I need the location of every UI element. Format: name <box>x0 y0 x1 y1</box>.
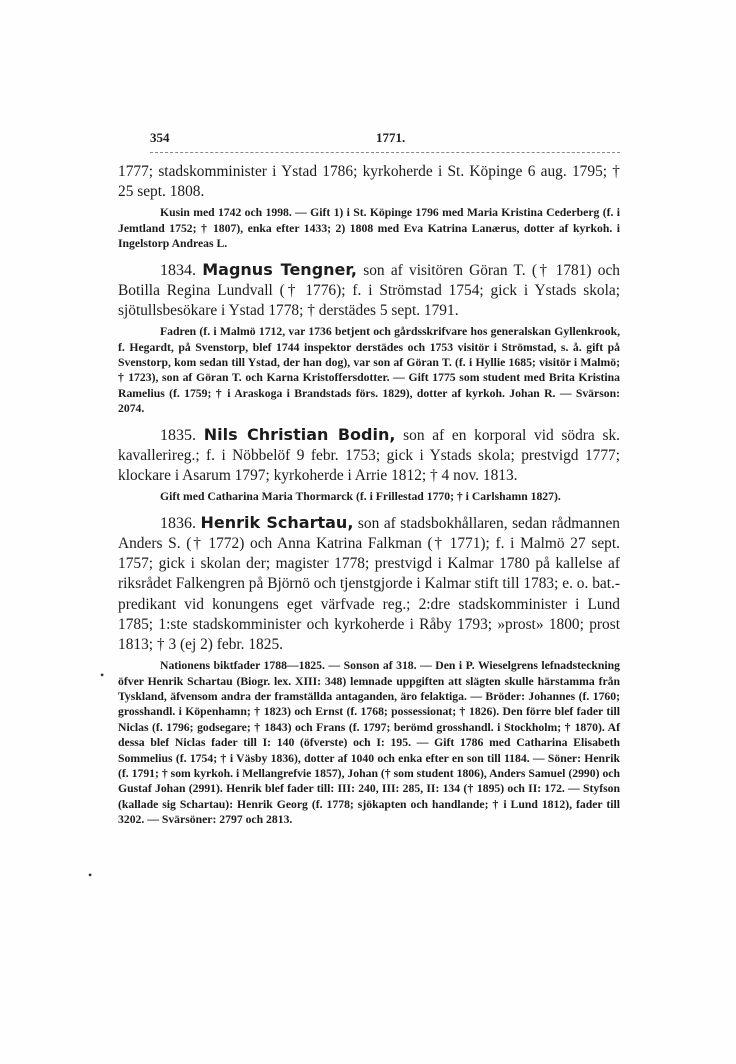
entry-text: son af stadsbokhållaren, sedan rådmannen Anders S. († 1772) och Anna Katrina Falkman († 1771); f. i Malmö 27 sept. 1757; gick i skolan der; magister 1778; prestvigd i Kalmar 1780 på kallelse af riksrådet Falkengren på Björnö och tjenstgjorde i Kalmar stift till 1783; e. o. bat.-predikant vid konungens eget värfvade reg.; 2:dre stadskomminister i Lund 1785; 1:ste stadskomminister och kyrkoherde i Råby 1793; »prost» 1800; prost 1813; † 3 (ej 2) febr. 1825. <box>118 514 620 653</box>
entry-1835 <box>118 425 620 487</box>
entry-number: 1836. <box>160 514 196 532</box>
header-rule <box>150 152 620 153</box>
entry-note: Kusin med 1742 och 1998. — Gift 1) i St. Köpinge 1796 med Maria Kristina Cederberg (f. i Jemtland 1752; † 1807), enka efter 1433; 2) 1808 med Eva Katrina Lanærus, dotter af kyrkoh. i Ingelstorp Andreas L. <box>118 206 620 251</box>
person-name: Henrik Schartau, <box>200 512 354 532</box>
entry-note: Gift med Catharina Maria Thormarck (f. i Frillestad 1770; † i Carlshamn 1827). <box>160 490 561 504</box>
entry-number: 1835. <box>160 426 196 444</box>
margin-dot: • <box>100 668 105 682</box>
page-body <box>118 162 620 836</box>
entry-note: Nationens biktfader 1788—1825. — Sonson af 318. — Den i P. Wieselgrens lefnadsteckning öfver Henrik Schartau (Biogr. lex. XIII: 348) lemnade uppgiften att slägten skulle härstamma från Tyskland, äfvensom andra der framställda antaganden, äro felaktiga. — Bröder: Johannes (f. 1760; grosshandl. i Köpenhamn; † 1823) och Ernst (f. 1768; possessionat; † 1826). Den förre blef fader till Niclas (f. 1796; godsegare; † 1843) och Frans (f. 1797; berömd grosshandl. i Stockholm; † 1870). Af dessa blef Niclas fader till I: 140 (öfverste) och I: 195. — Gift 1786 med Catharina Elisabeth Sommelius (f. 1754; † i Väsby 1836), dotter af 1040 och enka efter en son till 1184. — Söner: Henrik (f. 1791; † som kyrkoh. i Mellangrefvie 1857), Johan († som student 1806), Anders Samuel (2990) och Gustaf Johan (2991). Henrik blef fader till: III: 240, III: 285, II: 134 († 1895) och II: 172. — Styfson (kallade sig Schartau): Henrik Georg (f. 1778; sjökapten och handlande; † i Lund 1812), fader till 3202. — Svärsöner: 2797 och 2813. <box>118 659 620 827</box>
margin-dot: • <box>88 868 93 882</box>
entry-1836 <box>118 513 620 655</box>
page-header <box>150 130 620 152</box>
running-head-year: 1771. <box>376 130 406 145</box>
entry-text: son af visitören Göran T. († 1781) och Botilla Regina Lundvall († 1776); f. i Strömstad 1754; gick i Ystads skola; sjötullsbesökare i Ystad 1778; † derstädes 5 sept. 1791. <box>118 261 621 320</box>
entry-text: son af en korporal vid södra sk. kavallerireg.; f. i Nöbbelöf 9 febr. 1753; gick i Ystads skola; prestvigd 1777; klockare i Asarum 1797; kyrkoherde i Arrie 1812; † 4 nov. 1813. <box>118 426 620 485</box>
page-number: 354 <box>150 130 170 145</box>
entry-1834 <box>118 260 620 322</box>
continued-entry-text: 1777; stadskomminister i Ystad 1786; kyrkoherde i St. Köpinge 6 aug. 1795; † 25 sept. 1808. <box>118 163 620 201</box>
entry-number: 1834. <box>160 261 196 279</box>
person-name: Magnus Tengner, <box>202 259 358 279</box>
person-name: Nils Christian Bodin, <box>203 424 396 444</box>
entry-note: Fadren (f. i Malmö 1712, var 1736 betjent och gårdsskrifvare hos generalskan Gyllenkrook, f. Hegardt, på Svenstorp, blef 1744 inspektor derstädes och 1753 visitör i Strömstad, s. å. gift på Svenstorp, kom sedan till Ystad, der han dog), var son af Göran T. (f. i Hyllie 1685; visitör i Malmö; † 1723), son af Göran T. och Karna Kristoffersdotter. — Gift 1775 som student med Brita Kristina Ramelius (f. 1759; † i Araskoga i Brandstads förs. 1829), dotter af kyrkoh. Johan R. — Svärson: 2074. <box>118 325 620 416</box>
